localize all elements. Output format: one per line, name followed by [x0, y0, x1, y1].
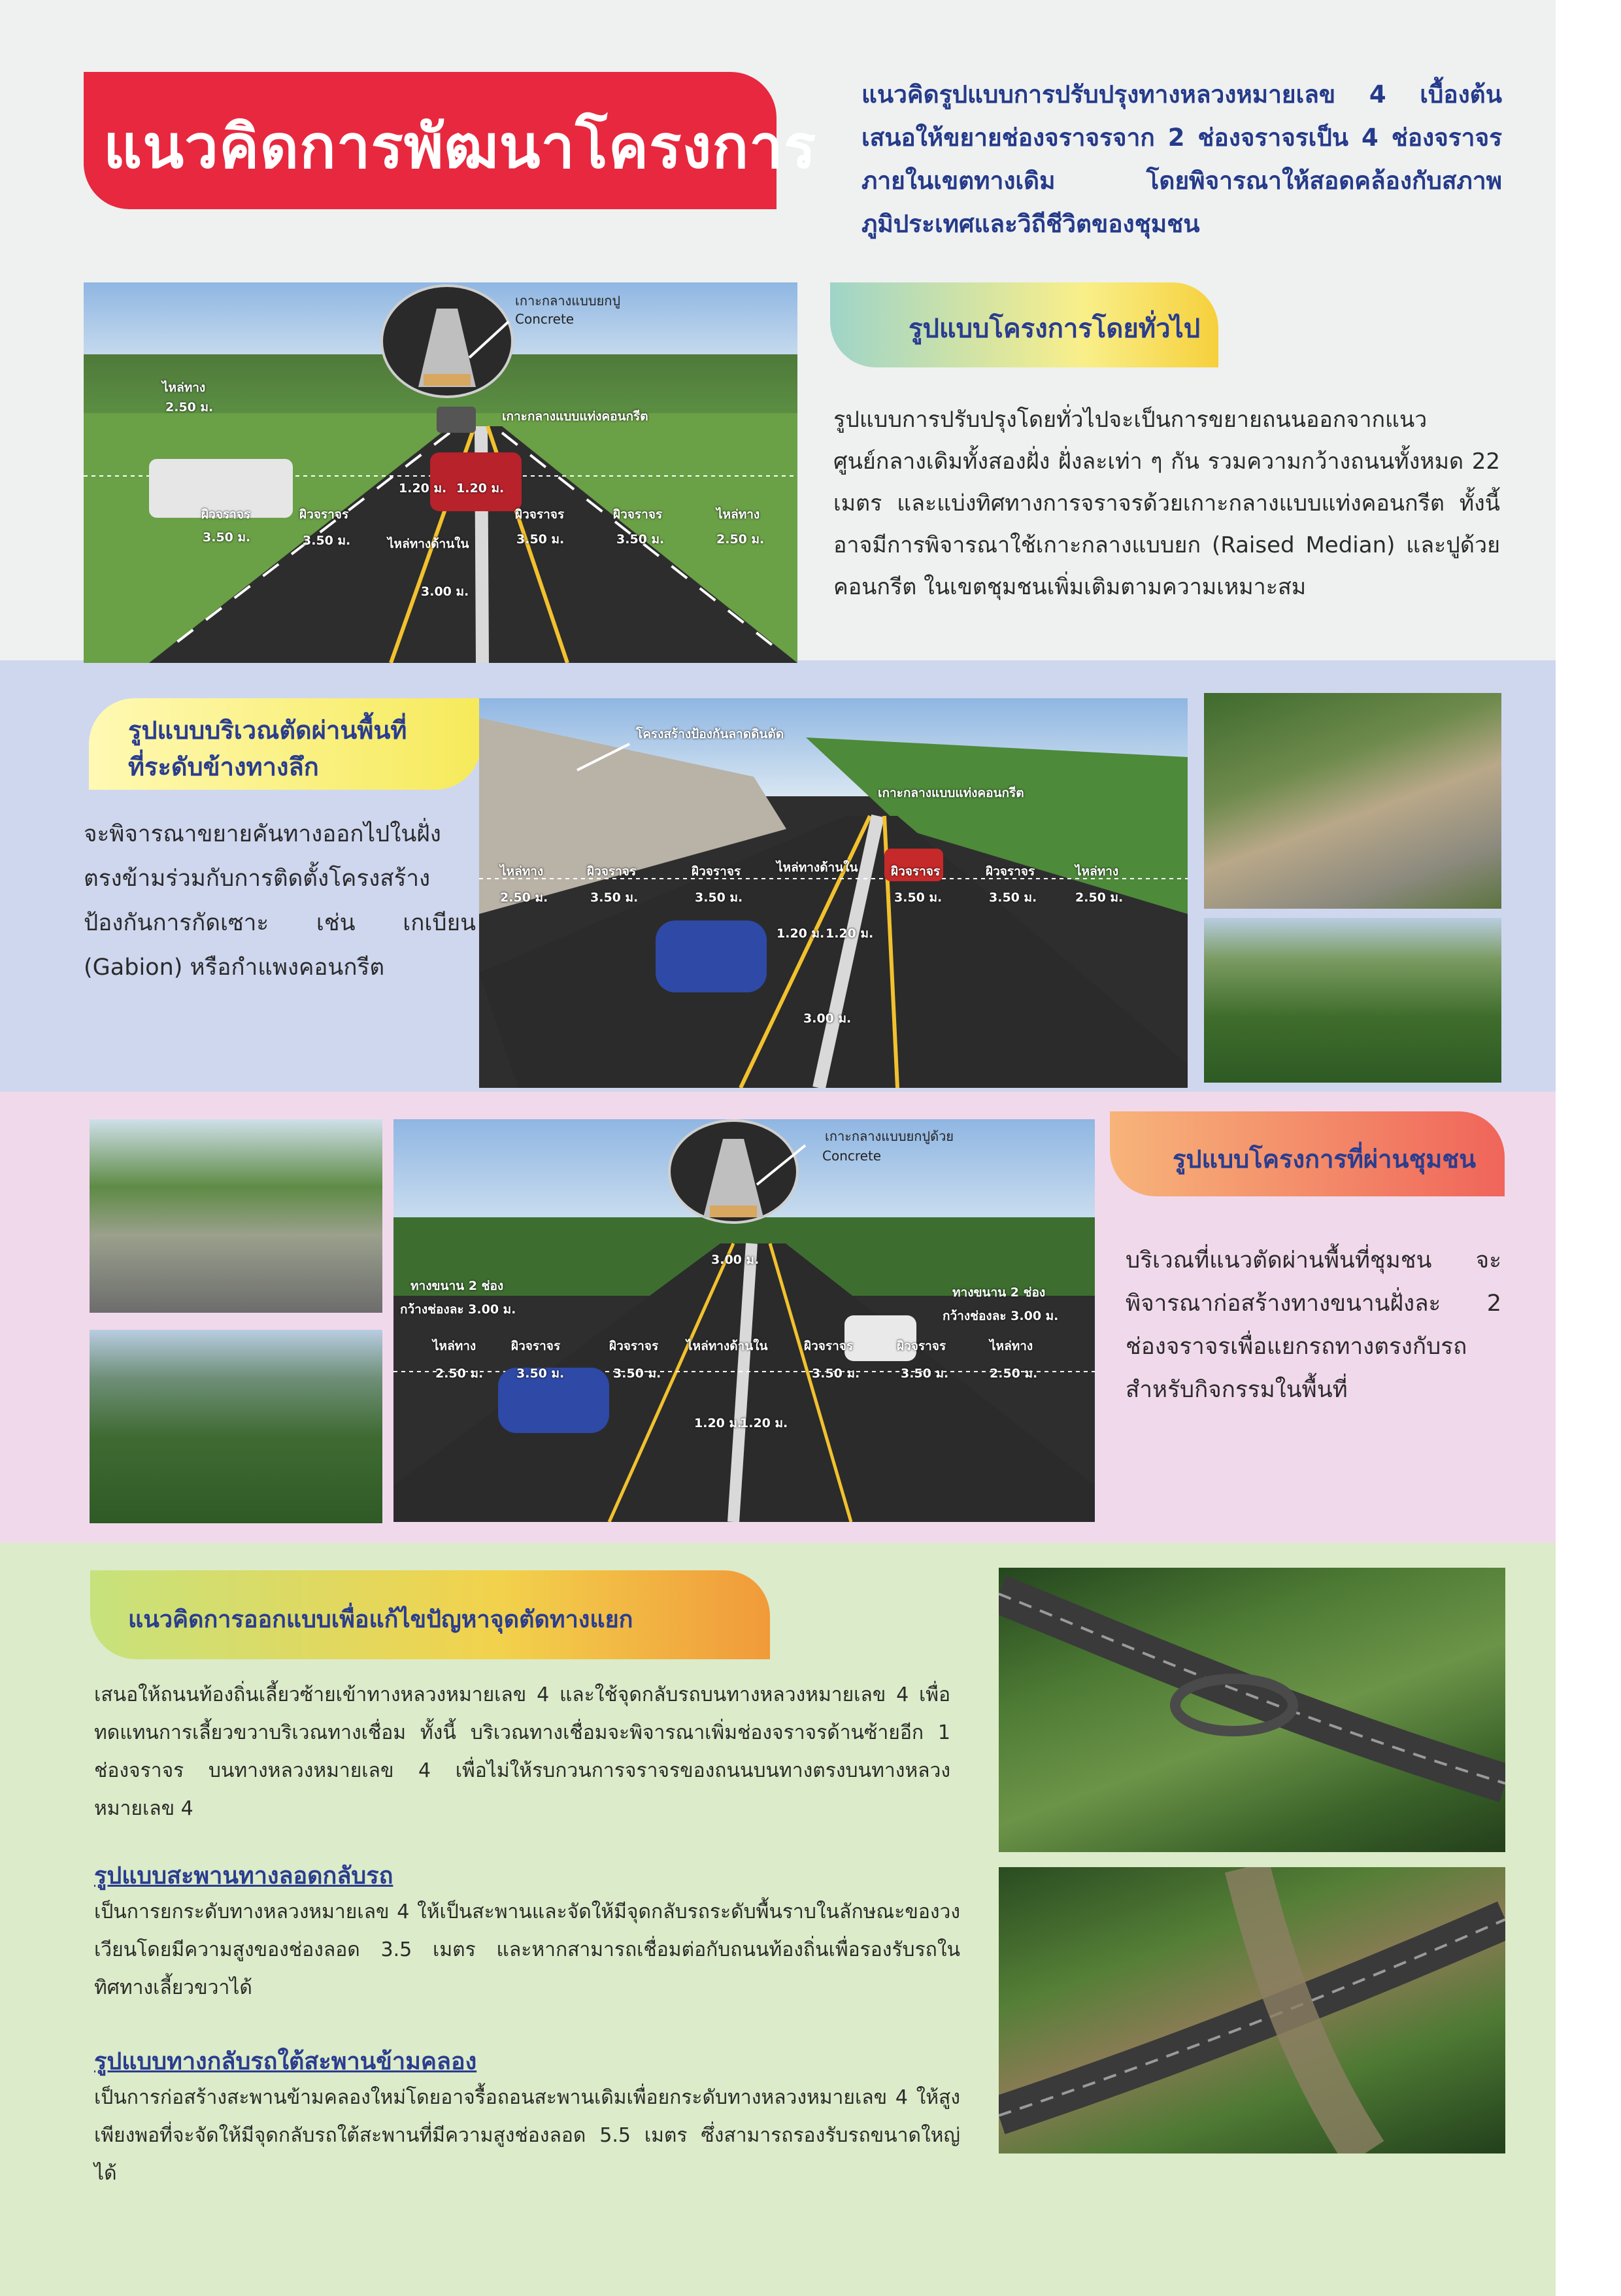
label-frontage-left-1: ทางขนาน 2 ช่อง [410, 1279, 504, 1293]
label-shoulder-right: ไหล่ทาง [716, 507, 760, 522]
photo-community-road [90, 1119, 382, 1313]
sub1-body: เป็นการยกระดับทางหลวงหมายเลข 4 ให้เป็นสะพานและจัดให้มีจุดกลับรถระดับพื้นราบในลักษณะของวงเวียนโดยมีความสูงของช่องลอด 3.5 เมตร และหากสามารถเชื่อมต่อกับถนนท้องถิ่นเพื่อรองรับรถในทิศทางเลี้ยวขวาได้ [94, 1900, 960, 1999]
heading-cut-line2: ที่ระดับข้างทางลึก [128, 752, 319, 781]
photo-community-aerial [90, 1330, 382, 1523]
label-shoulder-right: ไหล่ทาง [990, 1339, 1033, 1353]
heading-general: รูปแบบโครงการโดยทั่วไป [909, 314, 1201, 344]
sub2-title: รูปแบบทางกลับรถใต้สะพานข้ามคลอง [94, 2048, 477, 2075]
callout-raised-2: Concrete [822, 1148, 882, 1164]
label-lane-4-w: 3.50 ม. [989, 890, 1037, 905]
label-lane-1: ผิวจราจร [201, 507, 251, 522]
page-edge [1556, 0, 1621, 2296]
label-lane-2-w: 3.50 ม. [613, 1366, 661, 1381]
heading-cut-line1: รูปแบบบริเวณตัดผ่านพื้นที่ [128, 716, 407, 745]
heading-intersection-box [90, 1570, 770, 1659]
label-lane-1: ผิวจราจร [511, 1339, 561, 1353]
label-shoulder-right-w: 2.50 ม. [1075, 890, 1124, 905]
label-median-top: 3.00 ม. [711, 1253, 760, 1267]
diagram-community [393, 1119, 1095, 1522]
intersection-body: เสนอให้ถนนท้องถิ่นเลี้ยวซ้ายเข้าทางหลวงหมายเลข 4 และใช้จุดกลับรถบนทางหลวงหมายเลข 4 เพื่อทดแทนการเลี้ยวขวาบริเวณทางเชื่อม ทั้งนี้ บริเวณทางเชื่อมจะพิจารณาเพิ่มช่องจราจรด้านซ้ายอีก 1 ช่องจราจร บนทางหลวงหมายเลข 4 เพื่อไม่ให้รบกวนการจราจรของถนนบนทางตรงบนทางหลวงหมายเลข 4 [94, 1683, 950, 1820]
callout-barrier: เกาะกลางแบบแท่งคอนกรีต [502, 409, 648, 424]
render-roundabout-underpass [999, 1568, 1505, 1852]
road-graphic [84, 282, 797, 663]
sub1-title: รูปแบบสะพานทางลอดกลับรถ [94, 1863, 393, 1889]
label-median-inner-2: 1.20 ม. [740, 1416, 788, 1430]
label-frontage-right-2: กว้างช่องละ 3.00 ม. [943, 1309, 1059, 1323]
label-lane-2-w: 3.50 ม. [695, 890, 743, 905]
render-canal-uturn [999, 1867, 1505, 2153]
label-lane-4: ผิวจราจร [613, 507, 663, 522]
label-inner-shoulder: ไหล่ทางด้านใน [388, 537, 469, 551]
label-inner-shoulder: ไหล่ทางด้านใน [777, 860, 858, 875]
label-lane-3-w: 3.50 ม. [812, 1366, 860, 1381]
label-lane-2: ผิวจราจร [609, 1339, 659, 1353]
label-lane-1: ผิวจราจร [587, 864, 637, 879]
diagram-general [84, 282, 797, 663]
label-shoulder-left-w: 2.50 ม. [435, 1366, 484, 1381]
label-shoulder-left: ไหล่ทาง [500, 864, 544, 879]
label-lane-4-w: 3.50 ม. [616, 532, 665, 547]
callout-raised-1: เกาะกลางแบบยกปู [515, 293, 621, 309]
label-frontage-right-1: ทางขนาน 2 ช่อง [952, 1285, 1046, 1300]
label-lane-4: ผิวจราจร [986, 864, 1035, 879]
label-inner-shoulder: ไหล่ทางด้านใน [686, 1339, 768, 1353]
intro-text: แนวคิดรูปแบบการปรับปรุงทางหลวงหมายเลข 4 เบื้องต้น เสนอให้ขยายช่องจราจรจาก 2 ช่องจราจรเป็น 4 ช่องจราจร ภายในเขตทางเดิม โดยพิจารณาให้สอดคล้องกับสภาพภูมิประเทศและวิถีชีวิตของชุมชน [861, 80, 1502, 238]
page-title-box [84, 72, 817, 209]
diagram-cut [479, 698, 1188, 1088]
photo-cut-valley [1204, 918, 1501, 1083]
label-median-inner: 1.20 ม. [777, 926, 825, 941]
label-lane-4-w: 3.50 ม. [901, 1366, 949, 1381]
label-frontage-left-2: กว้างช่องละ 3.00 ม. [400, 1302, 516, 1317]
heading-community-box [1110, 1111, 1505, 1196]
label-shoulder-top: ไหล่ทาง [162, 380, 206, 395]
callout-raised-2: Concrete [515, 311, 575, 327]
label-median-inner-2: 1.20 ม. [826, 926, 874, 941]
label-shoulder-right-w: 2.50 ม. [716, 532, 765, 547]
label-median-inner-2: 1.20 ม. [456, 481, 505, 496]
community-body: บริเวณที่แนวตัดผ่านพื้นที่ชุมชน จะพิจารณาก่อสร้างทางขนานฝั่งละ 2 ช่องจราจรเพื่อแยกรถทางตรงกับรถสำหรับกิจกรรมในพื้นที่ [1126, 1247, 1501, 1403]
label-lane-1-w: 3.50 ม. [516, 1366, 565, 1381]
photo-cut-slope [1204, 693, 1501, 909]
label-shoulder-right: ไหล่ทาง [1075, 864, 1119, 879]
label-lane-2: ผิวจราจร [692, 864, 741, 879]
label-shoulder-left: ไหล่ทาง [433, 1339, 476, 1353]
callout-barrier: เกาะกลางแบบแท่งคอนกรีต [878, 786, 1024, 800]
label-lane-1-w: 3.50 ม. [590, 890, 639, 905]
label-lane-3: ผิวจราจร [515, 507, 565, 522]
heading-cut-box [89, 698, 481, 790]
label-lane-4: ผิวจราจร [897, 1339, 946, 1353]
label-median-w: 3.00 ม. [421, 584, 469, 599]
heading-intersection: แนวคิดการออกแบบเพื่อแก้ไขปัญหาจุดตัดทางแยก [128, 1606, 633, 1633]
heading-general-box [830, 282, 1218, 367]
page-title: แนวคิดการพัฒนาโครงการ [103, 112, 817, 182]
label-shoulder-top-w: 2.50 ม. [165, 400, 214, 414]
callout-wall: โครงสร้างป้องกันลาดดินตัด [636, 727, 784, 741]
heading-community: รูปแบบโครงการที่ผ่านชุมชน [1173, 1145, 1477, 1173]
label-lane-3: ผิวจราจร [891, 864, 941, 879]
label-shoulder-left-w: 2.50 ม. [500, 890, 548, 905]
label-lane-3-w: 3.50 ม. [516, 532, 565, 547]
sub2-body: เป็นการก่อสร้างสะพานข้ามคลองใหม่โดยอาจรื้อถอนสะพานเดิมเพื่อยกระดับทางหลวงหมายเลข 4 ให้สูงเพียงพอที่จะจัดให้มีจุดกลับรถใต้สะพานที่มีความสูงช่องลอด 5.5 เมตร ซึ่งสามารถรองรับรถขนาดใหญ่ได้ [94, 2086, 960, 2185]
label-median-inner: 1.20 ม. [694, 1416, 743, 1430]
road-render [999, 1867, 1505, 2153]
label-shoulder-right-w: 2.50 ม. [990, 1366, 1038, 1381]
label-lane-1-w: 3.50 ม. [203, 530, 251, 545]
label-lane-3-w: 3.50 ม. [894, 890, 943, 905]
general-body: รูปแบบการปรับปรุงโดยทั่วไปจะเป็นการขยายถนนออกจากแนวศูนย์กลางเดิมทั้งสองฝั่ง ฝั่งละเท่า ๆ กัน รวมความกว้างถนนทั้งหมด 22 เมตร และแบ่งทิศทางการจราจรด้วยเกาะกลางแบบแท่งคอนกรีต ทั้งนี้อาจมีการพิจารณาใช้เกาะกลางแบบยก (Raised Median) และปูด้วยคอนกรีต ในเขตชุมชนเพิ่มเติมตามความเหมาะสม [833, 407, 1500, 600]
label-median-inner: 1.20 ม. [399, 481, 447, 496]
label-lane-3: ผิวจราจร [804, 1339, 854, 1353]
label-median-w: 3.00 ม. [803, 1011, 852, 1026]
label-lane-2-w: 3.50 ม. [303, 533, 351, 548]
label-lane-2: ผิวจราจร [299, 507, 349, 522]
road-render [999, 1568, 1505, 1852]
callout-raised-1: เกาะกลางแบบยกปูด้วย [825, 1128, 954, 1144]
cut-body: จะพิจารณาขยายคันทางออกไปในฝั่งตรงข้ามร่วมกับการติดตั้งโครงสร้างป้องกันการกัดเซาะ เช่น เกเบียน (Gabion) หรือกำแพงคอนกรีต [84, 821, 476, 981]
